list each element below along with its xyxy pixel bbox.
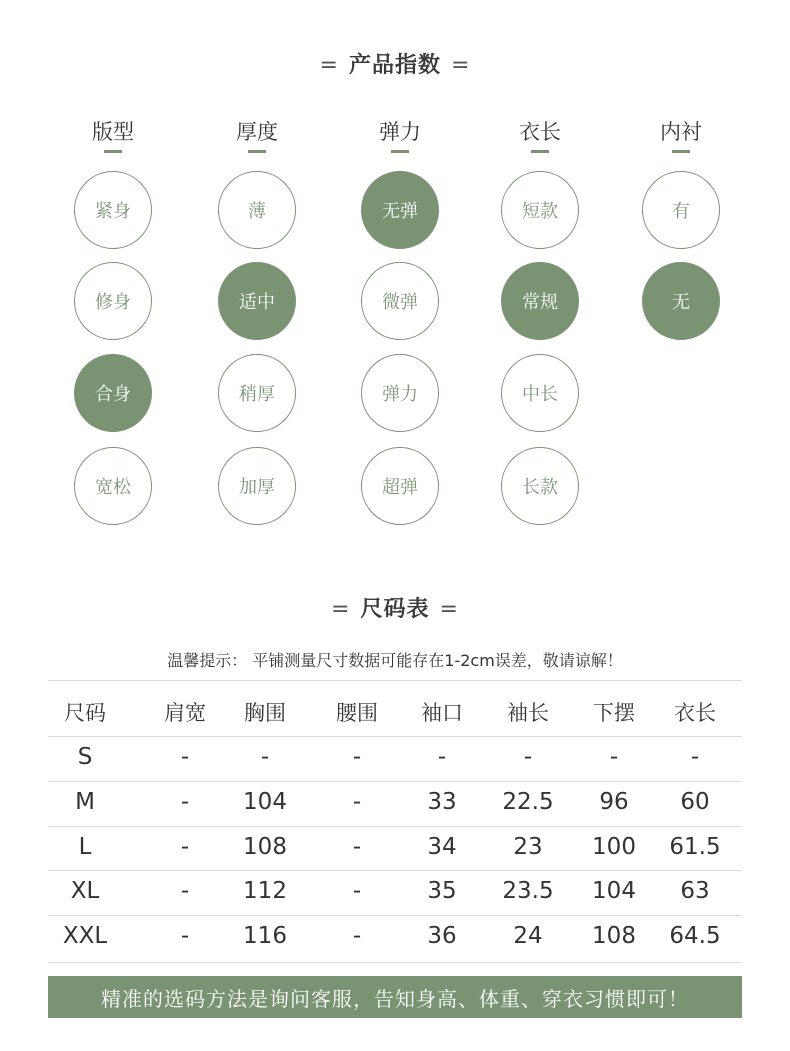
table-header-cell: 尺码: [64, 701, 106, 725]
table-cell: -: [690, 744, 700, 770]
index-column-underline: [391, 150, 409, 153]
index-column-header: 内衬: [660, 120, 702, 144]
index-option-circle: 修身: [74, 262, 152, 340]
index-column-header: 弹力: [379, 120, 421, 144]
table-cell: -: [352, 834, 362, 860]
footer-banner: 精准的选码方法是询问客服，告知身高、体重、穿衣习惯即可！: [48, 976, 742, 1018]
table-cell: -: [352, 878, 362, 904]
table-cell: 108: [243, 834, 287, 860]
table-divider: [48, 962, 742, 963]
table-cell: 60: [680, 789, 710, 815]
index-column-header: 厚度: [236, 120, 278, 144]
table-cell: S: [77, 744, 93, 770]
table-cell: XL: [70, 878, 100, 904]
measurement-tip: 温馨提示： 平铺测量尺寸数据可能存在1-2cm误差，敬请谅解！: [167, 651, 623, 670]
table-cell: 61.5: [669, 834, 721, 860]
table-header-cell: 衣长: [674, 701, 716, 725]
table-cell: 116: [243, 923, 287, 949]
table-cell: 36: [427, 923, 457, 949]
index-column-underline: [531, 150, 549, 153]
table-header-cell: 袖口: [421, 701, 463, 725]
table-cell: 24: [513, 923, 543, 949]
size-chart-title-text: 尺码表: [360, 597, 430, 622]
table-divider: [48, 826, 742, 827]
table-cell: -: [352, 923, 362, 949]
index-option-circle: 加厚: [218, 447, 296, 525]
table-cell: -: [352, 744, 362, 770]
table-header-cell: 袖长: [507, 701, 549, 725]
table-cell: -: [352, 789, 362, 815]
index-option-circle: 合身: [74, 354, 152, 432]
table-cell: -: [260, 744, 270, 770]
index-option-circle: 稍厚: [218, 354, 296, 432]
index-option-circle: 中长: [501, 354, 579, 432]
table-cell: L: [78, 834, 92, 860]
table-header-cell: 下摆: [593, 701, 635, 725]
table-cell: 33: [427, 789, 457, 815]
index-option-circle: 常规: [501, 262, 579, 340]
table-cell: -: [180, 744, 190, 770]
table-cell: 100: [592, 834, 636, 860]
index-option-circle: 微弹: [361, 262, 439, 340]
product-index-title-text: 产品指数: [348, 53, 441, 78]
index-option-circle: 宽松: [74, 447, 152, 525]
table-cell: -: [437, 744, 447, 770]
index-option-circle: 长款: [501, 447, 579, 525]
index-column-header: 衣长: [519, 120, 561, 144]
table-cell: 96: [599, 789, 629, 815]
product-index-title: [0, 48, 790, 79]
table-cell: -: [180, 923, 190, 949]
table-cell: -: [180, 878, 190, 904]
title-decor-left: =: [331, 597, 351, 622]
table-cell: M: [75, 789, 95, 815]
table-header-cell: 腰围: [336, 701, 378, 725]
table-cell: -: [180, 789, 190, 815]
index-column-underline: [104, 150, 122, 153]
index-option-circle: 薄: [218, 171, 296, 249]
index-option-circle: 超弹: [361, 447, 439, 525]
title-decor-right: =: [451, 53, 471, 78]
index-option-circle: 弹力: [361, 354, 439, 432]
table-cell: -: [180, 834, 190, 860]
index-column-underline: [672, 150, 690, 153]
table-header-cell: 胸围: [244, 701, 286, 725]
title-decor-right: =: [439, 597, 459, 622]
table-cell: 34: [427, 834, 457, 860]
table-divider: [48, 680, 742, 681]
title-decor-left: =: [319, 53, 339, 78]
table-cell: 108: [592, 923, 636, 949]
table-cell: 63: [680, 878, 710, 904]
table-divider: [48, 915, 742, 916]
table-cell: 64.5: [669, 923, 721, 949]
index-option-circle: 紧身: [74, 171, 152, 249]
index-option-circle: 无弹: [361, 171, 439, 249]
table-cell: 35: [427, 878, 457, 904]
table-cell: 104: [592, 878, 636, 904]
table-cell: 22.5: [502, 789, 554, 815]
index-option-circle: 适中: [218, 262, 296, 340]
table-cell: 104: [243, 789, 287, 815]
table-divider: [48, 870, 742, 871]
index-column-header: 版型: [92, 120, 134, 144]
table-cell: 112: [243, 878, 287, 904]
index-column-underline: [248, 150, 266, 153]
table-divider: [48, 736, 742, 737]
table-cell: 23.5: [502, 878, 554, 904]
table-divider: [48, 781, 742, 782]
index-option-circle: 短款: [501, 171, 579, 249]
size-chart-title: [0, 592, 790, 623]
index-option-circle: 有: [642, 171, 720, 249]
index-option-circle: 无: [642, 262, 720, 340]
table-header-cell: 肩宽: [164, 701, 206, 725]
table-cell: -: [523, 744, 533, 770]
table-cell: XXL: [62, 923, 108, 949]
table-cell: 23: [513, 834, 543, 860]
table-cell: -: [609, 744, 619, 770]
